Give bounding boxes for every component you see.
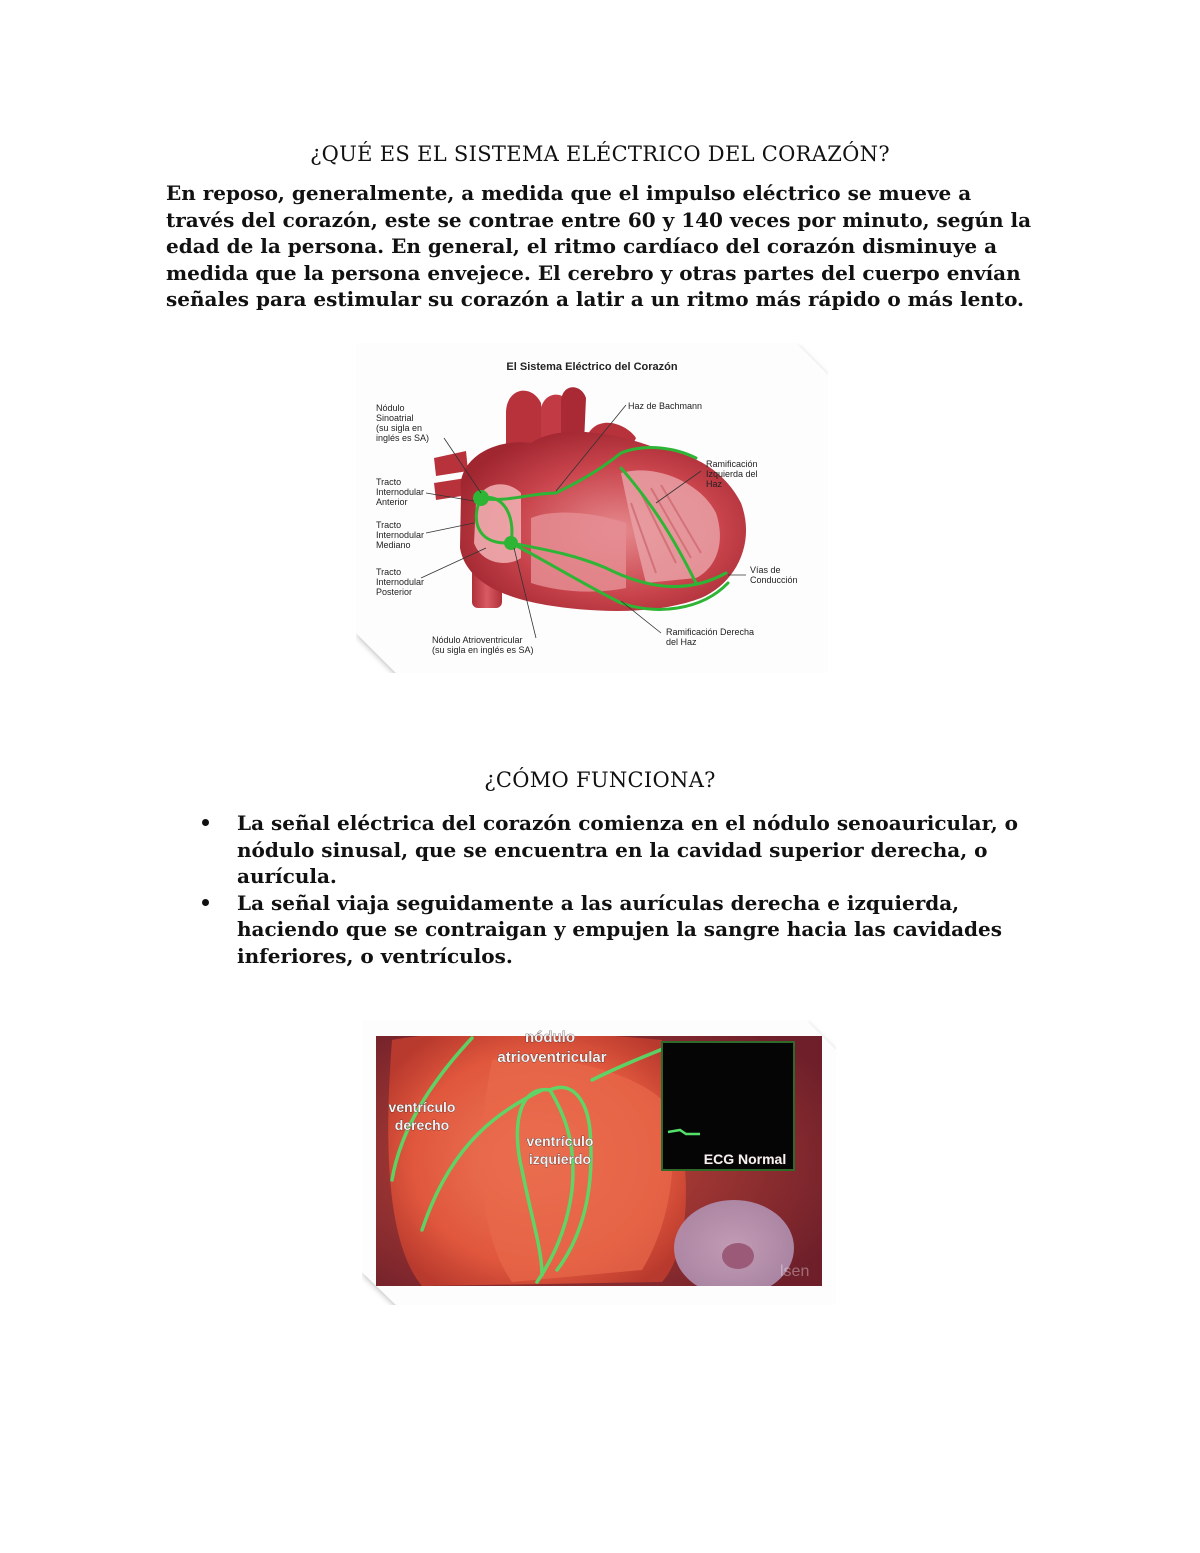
section-title-how-it-works: ¿CÓMO FUNCIONA?	[484, 768, 716, 792]
heart-electrical-system-diagram	[356, 343, 828, 673]
label-conduction-pathways: Vías de Conducción	[750, 565, 798, 585]
label-middle-tract: Tracto Internodular Mediano	[376, 520, 425, 550]
label-left-ventricle-2: izquierdo	[528, 1151, 592, 1167]
watermark: lsen	[780, 1263, 810, 1280]
label-sa-node: Nódulo Sinoatrial (su sigla en inglés es SA)	[376, 403, 430, 443]
label-left-bundle-branch: Ramificación Izquierda del Haz	[706, 459, 758, 489]
av-node-marker	[504, 536, 518, 550]
label-left-ventricle-1: ventrículo	[526, 1133, 594, 1149]
label-av-node: Nódulo Atrioventricular (su sigla en inglés es SA)	[432, 635, 534, 655]
label-ecg-normal: ECG Normal	[703, 1151, 787, 1167]
figure1-title: El Sistema Eléctrico del Corazón	[506, 361, 678, 373]
list-item	[200, 890, 1020, 970]
bullet-text: La señal eléctrica del corazón comienza en el nódulo senoauricular, o nódulo sinusal, que se encuentra en la cavidad superior derecha, o aurícula.	[237, 811, 1018, 888]
how-it-works-list	[200, 810, 1020, 969]
label-right-ventricle-1: ventrículo	[388, 1099, 456, 1115]
section-title-electrical-system: ¿QUÉ ES EL SISTEMA ELÉCTRICO DEL CORAZÓN?	[310, 142, 890, 166]
label-anterior-tract: Tracto Internodular Anterior	[376, 477, 425, 507]
label-right-ventricle-2: derecho	[394, 1117, 450, 1133]
list-item	[200, 810, 1020, 890]
label-atrioventricular: atrioventricular	[497, 1049, 607, 1066]
heart-ecg-illustration	[362, 1020, 836, 1305]
bullet-icon	[202, 819, 209, 826]
label-right-bundle-branch: Ramificación Derecha del Haz	[666, 627, 755, 647]
label-bachmann-bundle: Haz de Bachmann	[628, 401, 703, 411]
label-posterior-tract: Tracto Internodular Posterior	[376, 567, 425, 597]
intro-paragraph: En reposo, generalmente, a medida que el impulso eléctrico se mueve a través del corazón, este se contrae entre 60 y 140 veces por minuto, según la edad de la persona. En general, el ritmo cardíaco del corazón disminuye a medida que la persona envejece. El cerebro y otras partes del cuerpo envían señales para estimular su corazón a latir a un ritmo más rápido o más lento.	[166, 181, 1032, 311]
bullet-icon	[202, 899, 209, 906]
label-nodulo: nódulo	[525, 1029, 575, 1046]
bullet-text: La señal viaja seguidamente a las aurículas derecha e izquierda, haciendo que se contraigan y empujen la sangre hacia las cavidades inferiores, o ventrículos.	[237, 890, 1003, 968]
